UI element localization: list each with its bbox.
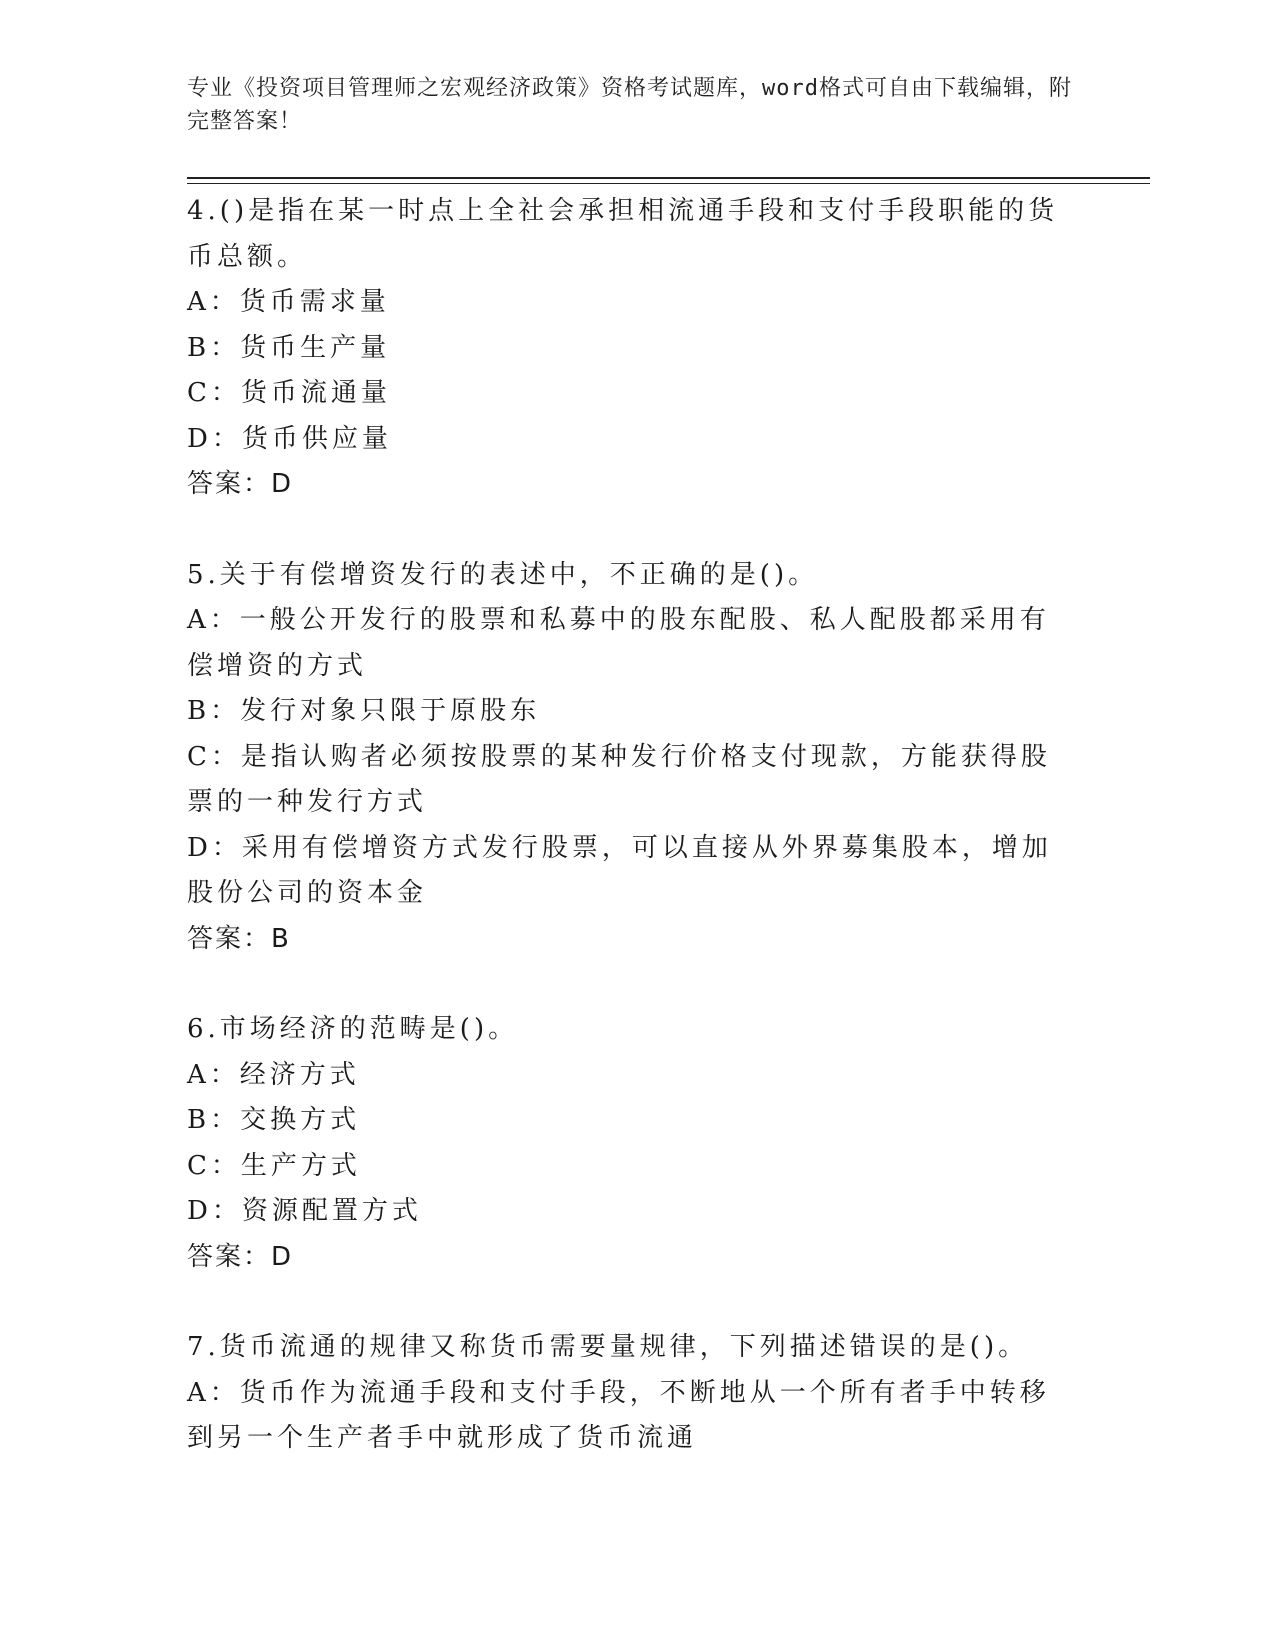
question-5 xyxy=(187,553,1072,963)
header-divider-thick xyxy=(187,177,1150,179)
option-d: D：货币供应量 xyxy=(187,423,392,454)
question-stem: 5.关于有偿增资发行的表述中，不正确的是()。 xyxy=(187,559,819,590)
question-4 xyxy=(187,189,1072,508)
option-c: C：生产方式 xyxy=(187,1150,361,1181)
question-stem: 4.()是指在某一时点上全社会承担相流通手段和支付手段职能的货币总额。 xyxy=(187,196,1059,272)
option-b: B：货币生产量 xyxy=(187,332,391,363)
option-c: C：货币流通量 xyxy=(187,378,391,408)
question-6 xyxy=(187,1007,1072,1280)
header-divider-thin xyxy=(187,183,1150,184)
option-d: D：资源配置方式 xyxy=(187,1196,422,1226)
option-a: A：一般公开发行的股票和私募中的股东配股、私人配股都采用有偿增资的方式 xyxy=(187,605,1050,681)
question-7 xyxy=(187,1325,1072,1462)
question-stem: 6.市场经济的范畴是()。 xyxy=(187,1014,519,1044)
option-d: D：采用有偿增资方式发行股票，可以直接从外界募集股本，增加股份公司的资本金 xyxy=(187,832,1052,908)
option-c: C：是指认购者必须按股票的某种发行价格支付现款，方能获得股票的一种发行方式 xyxy=(187,741,1051,817)
option-a: A：货币作为流通手段和支付手段，不断地从一个所有者手中转移到另一个生产者手中就形成了货币流通 xyxy=(187,1377,1050,1453)
option-b: B：交换方式 xyxy=(187,1105,361,1135)
answer-line: 答案：D xyxy=(187,1241,294,1272)
question-list xyxy=(187,189,1072,1507)
option-a: A：经济方式 xyxy=(187,1059,360,1090)
document-header: 专业《投资项目管理师之宏观经济政策》资格考试题库，word格式可自由下载编辑，附完整答案！ xyxy=(187,76,1072,134)
option-a: A：货币需求量 xyxy=(187,287,390,317)
answer-line: 答案：D xyxy=(187,469,294,499)
question-stem: 7.货币流通的规律又称货币需要量规律，下列描述错误的是()。 xyxy=(187,1332,1029,1362)
answer-line: 答案：B xyxy=(187,923,291,954)
option-b: B：发行对象只限于原股东 xyxy=(187,696,541,726)
